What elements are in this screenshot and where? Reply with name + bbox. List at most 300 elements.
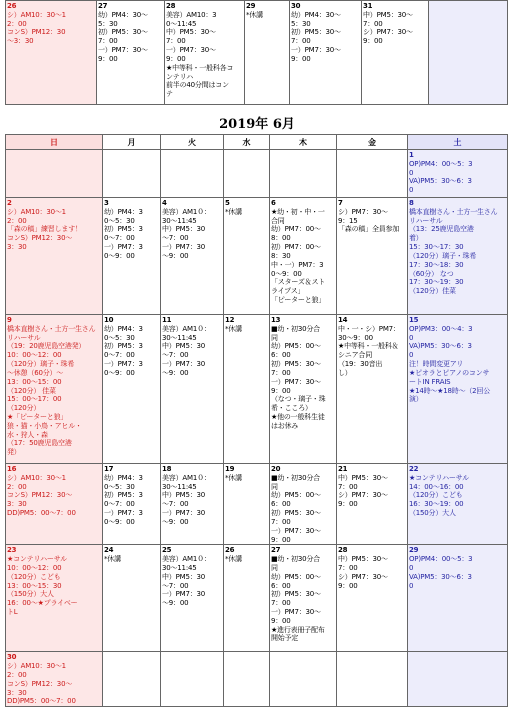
schedule-line: 一）PM7：30〜	[271, 608, 321, 616]
day-cell	[408, 652, 508, 707]
schedule-line: 橋本直樹さん・土方一生さん	[7, 324, 96, 333]
month-title: 2019年 6月	[219, 117, 295, 132]
day-cell	[224, 545, 270, 652]
day-number: 12	[225, 316, 235, 324]
schedule-line: リハーサル	[7, 333, 41, 342]
schedule-line: コンS）PM12：30〜	[7, 491, 73, 500]
schedule-line: 9：15	[338, 216, 358, 225]
schedule-line: 15：00〜17：00	[7, 395, 62, 404]
schedule-line: 一）PM7：3	[104, 360, 143, 369]
schedule-line: し）	[338, 368, 352, 377]
schedule-line: 0〜9：00	[104, 368, 135, 377]
schedule-line: 14：00〜16：00	[409, 482, 464, 491]
schedule-line: 0	[409, 333, 414, 342]
schedule-line: 30〜11:45	[162, 216, 197, 225]
day-cell	[103, 652, 161, 707]
day-number: 21	[338, 465, 348, 473]
schedule-line: 美容）AM1０：	[162, 473, 211, 482]
day-cell	[337, 315, 408, 464]
day-cell	[97, 1, 165, 105]
day-cell	[337, 464, 408, 545]
schedule-line: 15：30〜17：30	[409, 243, 464, 252]
schedule-line: シ）AM10：30〜1	[7, 473, 66, 482]
schedule-line: （120分） 佳菜	[7, 386, 56, 395]
day-cell	[6, 150, 103, 198]
day-number: 9	[7, 316, 12, 324]
day-cell	[6, 652, 103, 707]
schedule-line: 7：00	[271, 599, 291, 608]
day-cell	[161, 652, 224, 707]
schedule-line: シ）PM7：30〜	[338, 207, 388, 216]
schedule-line: 一）PM7：30〜	[271, 526, 321, 535]
schedule-line: 0	[409, 563, 414, 572]
schedule-line: 13：00〜15：00	[7, 377, 62, 386]
schedule-line: *休講	[104, 555, 121, 564]
weekday-header: 火	[161, 135, 224, 150]
schedule-line: シ）AM10：30〜1	[7, 10, 66, 19]
day-number: 11	[162, 316, 172, 324]
schedule-line: 中）PM5：30	[162, 572, 206, 581]
schedule-line: 7：00	[271, 517, 291, 526]
schedule-line: 9：00	[166, 54, 186, 63]
june-calendar-table	[5, 134, 508, 707]
schedule-line: 演）	[409, 395, 423, 404]
schedule-line: 幼）PM4：3	[104, 473, 143, 482]
schedule-line: 初）PM7：00〜	[271, 243, 321, 252]
schedule-line: ★進行表冊子配布	[271, 625, 325, 634]
schedule-line: 初）PM5：30〜	[291, 28, 341, 37]
schedule-line: シ）PM7：30〜	[338, 572, 388, 581]
schedule-line: 0〜5：30	[104, 333, 135, 342]
schedule-line: 〜9：00	[162, 599, 189, 608]
schedule-line: 3：30	[7, 243, 27, 252]
day-number: 27	[98, 2, 108, 10]
day-cell	[161, 150, 224, 198]
day-cell	[161, 315, 224, 464]
weekday-header: 土	[408, 135, 508, 150]
schedule-line: 初）PM5：30〜	[271, 590, 321, 599]
schedule-line: ライプス」	[271, 287, 305, 296]
schedule-line: コンS）PM12：30〜	[7, 234, 73, 243]
schedule-line: 一）PM7：30	[162, 360, 206, 369]
week-row	[6, 1, 508, 105]
day-cell	[161, 464, 224, 545]
schedule-line: 0	[409, 581, 414, 590]
day-number: 29	[409, 546, 419, 555]
schedule-line: リハーサル	[409, 216, 443, 225]
day-number: 22	[409, 465, 419, 473]
day-cell	[408, 198, 508, 315]
schedule-line: *休講	[225, 207, 242, 216]
schedule-line: *休講	[225, 555, 242, 564]
schedule-line: 幼）PM4：3	[104, 207, 143, 216]
schedule-line: 〜休憩（60分）〜	[7, 368, 64, 377]
day-cell	[103, 545, 161, 652]
day-cell	[224, 198, 270, 315]
day-number: 26	[7, 2, 17, 10]
schedule-line: 9：00	[338, 500, 358, 509]
schedule-line: 中）PM5：30	[162, 225, 206, 234]
schedule-line: 0〜11:45	[166, 19, 197, 28]
schedule-line: 中・一・シ）PM7：	[338, 324, 400, 333]
day-number: 20	[271, 465, 281, 473]
day-cell	[408, 315, 508, 464]
day-cell	[337, 198, 408, 315]
weekday-header: 水	[224, 135, 270, 150]
schedule-line: 中）PM5：30〜	[338, 555, 388, 564]
week-row	[6, 150, 508, 198]
schedule-line: シニア合同	[338, 351, 372, 360]
schedule-line: 一）PM7：30〜	[271, 377, 321, 386]
day-number: 28	[338, 546, 348, 555]
schedule-line: ★ピオラとピアノのコンサ	[409, 368, 490, 377]
schedule-line: 初）PM5：30〜	[271, 360, 321, 369]
day-cell	[165, 1, 245, 105]
schedule-line: 中）PM5：30	[162, 491, 206, 500]
schedule-line: 17：30〜19：30	[409, 278, 464, 287]
schedule-line: 「ピーターと狼」	[271, 295, 326, 304]
schedule-line: 〜7：00	[162, 351, 189, 360]
schedule-line: （120分）こども	[409, 491, 463, 500]
day-number: 31	[363, 2, 373, 10]
schedule-line: 美容）AM1０：	[162, 207, 211, 216]
schedule-line: 0〜9：00	[104, 251, 135, 260]
schedule-line: 幼）PM4：3	[104, 324, 143, 333]
schedule-line: 16：00〜★プライベー	[7, 599, 78, 608]
schedule-line: （19：30音出	[338, 360, 383, 369]
schedule-line: （13：25鹿児島空港	[409, 225, 474, 234]
schedule-line: 8：00	[271, 234, 291, 243]
schedule-line: トL	[7, 608, 18, 616]
schedule-line: 3：30	[7, 500, 27, 509]
schedule-line: DD)PM5：00〜7：00	[7, 509, 76, 518]
schedule-line: 9：00	[98, 54, 118, 63]
day-cell	[224, 150, 270, 198]
schedule-line: 10：00〜12：00	[7, 351, 62, 360]
schedule-line: 同	[271, 563, 278, 572]
schedule-line: （なつ・璃子・珠	[271, 395, 326, 404]
schedule-line: 狼・猫・小鳥・アヒル・	[7, 421, 82, 430]
schedule-line: （120分）	[7, 404, 41, 413]
schedule-line: *休講	[225, 324, 242, 333]
schedule-line: 13：00〜15：30	[7, 581, 62, 590]
day-number: 7	[338, 199, 343, 207]
schedule-line: VA)PM5：30〜6：3	[409, 572, 472, 581]
schedule-line: （120分）璃子・珠希	[409, 251, 477, 260]
schedule-line: シ）AM10：30〜1	[7, 662, 66, 671]
schedule-line: ンテリハ	[166, 72, 193, 81]
schedule-line: 一）PM7：30〜	[98, 46, 148, 55]
schedule-line: 中・一）PM7：3	[271, 260, 324, 269]
schedule-line: 7：00	[166, 37, 186, 46]
schedule-line: ★他の一般科生徒	[271, 412, 325, 421]
schedule-line: 幼）PM5：00〜	[271, 342, 321, 351]
schedule-line: 0〜7：00	[104, 234, 135, 243]
schedule-line: 10：00〜12：00	[7, 563, 62, 572]
day-number: 23	[7, 546, 17, 555]
schedule-line: 〜9：00	[162, 517, 189, 526]
day-number: 27	[271, 546, 281, 555]
schedule-line: 0	[409, 168, 414, 177]
schedule-line: 2：00	[7, 19, 27, 28]
day-number: 8	[409, 199, 414, 207]
previous-week-table	[5, 0, 508, 105]
schedule-line: 初）PM5：3	[104, 225, 143, 234]
schedule-line: ■幼・初30分合	[271, 555, 320, 564]
schedule-line: 幼）PM4：30〜	[98, 10, 148, 19]
schedule-line: 注！時間変更アリ	[409, 360, 464, 369]
day-number: 14	[338, 316, 348, 324]
schedule-line: 一）PM7：30	[162, 243, 206, 252]
schedule-line: 2：00	[7, 216, 27, 225]
schedule-line: ■幼・初30分合	[271, 324, 320, 333]
schedule-line: ★中等科・一般科＆	[338, 342, 399, 351]
schedule-line: （120分）璃子・珠希	[7, 360, 75, 369]
schedule-line: 中）PM5：30	[162, 342, 206, 351]
schedule-line: 中）PM5：30〜	[166, 28, 216, 37]
schedule-line: （60分） なつ	[409, 269, 454, 278]
schedule-line: シ）PM7：30〜	[363, 28, 413, 37]
week-row	[6, 198, 508, 315]
day-cell	[224, 315, 270, 464]
schedule-line: 7：00	[98, 37, 118, 46]
schedule-line: OP)PM4：00〜5：3	[409, 555, 473, 564]
schedule-line: 7：00	[338, 482, 358, 491]
day-number: 28	[166, 2, 176, 10]
day-cell	[161, 545, 224, 652]
weekday-header: 月	[103, 135, 161, 150]
day-cell	[270, 464, 337, 545]
schedule-line: 同	[271, 482, 278, 491]
schedule-line: 中）PM5：30〜	[363, 10, 413, 19]
week-row	[6, 464, 508, 545]
schedule-line: 幼）PM7：00〜	[271, 225, 321, 234]
day-cell	[6, 198, 103, 315]
weekday-header-row	[6, 135, 508, 150]
schedule-line: 中）PM5：30〜	[338, 473, 388, 482]
schedule-line: 美容）AM10：3	[166, 10, 217, 19]
week-row	[6, 652, 508, 707]
schedule-line: 0〜9：00	[271, 269, 302, 278]
schedule-line: 0〜5：30	[104, 216, 135, 225]
schedule-line: 16：30〜19：00	[409, 500, 464, 509]
schedule-line: 30〜11:45	[162, 482, 197, 491]
schedule-line: 5：30	[291, 19, 311, 28]
day-cell	[103, 198, 161, 315]
day-number: 1	[409, 151, 414, 159]
day-cell	[408, 150, 508, 198]
schedule-line: 「森の稿」練習します！	[7, 225, 82, 234]
schedule-line: VA)PM5：30〜6：3	[409, 177, 472, 186]
schedule-line: OP)PM4：00〜5：3	[409, 159, 473, 168]
schedule-line: 美容）AM1０：	[162, 555, 211, 564]
day-cell	[103, 150, 161, 198]
schedule-line: 開始予定	[271, 634, 299, 643]
day-cell	[161, 198, 224, 315]
schedule-line: コンS）PM12：30	[7, 28, 66, 37]
schedule-line: 7：00	[338, 563, 358, 572]
schedule-line: ★中等科・一般科各コ	[166, 63, 234, 72]
schedule-line: 8：30	[271, 251, 291, 260]
schedule-line: 9：00	[271, 386, 291, 395]
schedule-line: 6：00	[271, 351, 291, 360]
schedule-line: 0〜5：30	[104, 482, 135, 491]
schedule-line: 6：00	[271, 581, 291, 590]
schedule-line: 6：00	[271, 500, 291, 509]
schedule-line: シ）PM7：30〜	[338, 491, 388, 500]
schedule-line: （19：20鹿児島空港発）	[7, 342, 86, 351]
schedule-line: 橋本直樹さん・土方一生さん	[409, 207, 498, 216]
day-cell	[103, 315, 161, 464]
week-row	[6, 545, 508, 652]
day-number: 4	[162, 199, 167, 207]
schedule-line: はお休み	[271, 421, 299, 430]
day-number: 13	[271, 316, 281, 324]
schedule-line: ートIN FRAIS	[409, 377, 451, 386]
schedule-line: 一）PM7：3	[104, 509, 143, 518]
day-number: 24	[104, 546, 114, 555]
schedule-line: 9：00	[271, 535, 291, 544]
schedule-line: 発）	[7, 448, 21, 457]
schedule-line: 9：00	[271, 616, 291, 625]
schedule-line: 〜7：00	[162, 581, 189, 590]
day-cell	[6, 464, 103, 545]
schedule-line: 一）PM7：30	[162, 509, 206, 518]
day-cell	[337, 545, 408, 652]
schedule-line: 着）	[409, 234, 423, 243]
schedule-line: 5：30	[98, 19, 118, 28]
schedule-line: *休講	[225, 473, 242, 482]
day-cell	[6, 315, 103, 464]
day-number: 25	[162, 546, 172, 555]
weekday-header: 金	[337, 135, 408, 150]
day-cell	[337, 150, 408, 198]
day-cell	[224, 652, 270, 707]
day-number: 10	[104, 316, 114, 324]
day-number: 30	[291, 2, 301, 10]
schedule-line: （150分）大人	[7, 590, 54, 599]
schedule-line: ★コンテリハーサル	[409, 473, 469, 482]
day-cell	[270, 315, 337, 464]
schedule-line: 「森の稿」全員参加	[338, 225, 400, 234]
schedule-line: OP)PM3：00〜4：3	[409, 324, 473, 333]
schedule-line: テ	[166, 90, 173, 99]
weekday-header: 日	[6, 135, 103, 150]
schedule-line: 0〜7：00	[104, 500, 135, 509]
day-number: 15	[409, 316, 419, 324]
day-number: 30	[7, 653, 17, 662]
day-cell	[103, 464, 161, 545]
schedule-line: 2：00	[7, 482, 27, 491]
day-cell	[6, 545, 103, 652]
day-number: 5	[225, 199, 230, 207]
schedule-line: 「スターズ＆スト	[271, 278, 326, 287]
day-cell	[362, 1, 429, 105]
schedule-line: 幼）PM4：30〜	[291, 10, 341, 19]
schedule-line: 0	[409, 351, 414, 360]
weekday-header: 木	[270, 135, 337, 150]
schedule-line: 一）PM7：3	[104, 243, 143, 252]
schedule-line: 〜7：00	[162, 234, 189, 243]
schedule-line: 9：00	[338, 581, 358, 590]
schedule-line: 〜9：00	[162, 251, 189, 260]
day-cell	[270, 652, 337, 707]
schedule-line: 合同	[271, 216, 285, 225]
schedule-line: （120分）佳菜	[409, 287, 456, 296]
schedule-line: 同	[271, 333, 278, 342]
schedule-line: 30〜11:45	[162, 563, 197, 572]
day-number: 17	[104, 465, 114, 473]
schedule-line: 初）PM5：30〜	[98, 28, 148, 37]
schedule-line: コンS）PM12：30〜	[7, 679, 73, 688]
schedule-line: ★幼・初・中・一	[271, 207, 325, 216]
schedule-line: 一）PM7：30〜	[291, 46, 341, 55]
schedule-line: 〜7：00	[162, 500, 189, 509]
schedule-line: 一）PM7：30〜	[166, 46, 216, 55]
day-cell	[408, 545, 508, 652]
schedule-line: 17：30〜18：30	[409, 260, 464, 269]
day-number: 3	[104, 199, 109, 207]
schedule-line: （120分）こども	[7, 572, 61, 581]
schedule-line: 初）PM5：30〜	[271, 509, 321, 518]
day-cell	[224, 464, 270, 545]
schedule-line: 0〜9：00	[104, 517, 135, 526]
schedule-line: 30〜11:45	[162, 333, 197, 342]
schedule-line: ★14時〜★18時〜（2回公	[409, 386, 491, 395]
schedule-line: ★「ピーターと狼」	[7, 412, 68, 421]
day-cell	[6, 1, 97, 105]
schedule-line: 7：00	[291, 37, 311, 46]
day-cell	[270, 545, 337, 652]
schedule-line: 希・こころ）	[271, 404, 312, 413]
day-cell	[429, 1, 508, 105]
day-number: 6	[271, 199, 276, 207]
schedule-line: 30〜9：00	[338, 333, 373, 342]
schedule-line: 水・狩人・森	[7, 430, 48, 439]
schedule-line: 9：00	[363, 37, 383, 46]
schedule-line: DD)PM5：00〜7：00	[7, 697, 76, 706]
schedule-line: 9：00	[291, 54, 311, 63]
day-number: 29	[246, 2, 256, 10]
schedule-line: 初）PM5：3	[104, 342, 143, 351]
schedule-line: VA)PM5：30〜6：3	[409, 342, 472, 351]
day-cell	[270, 198, 337, 315]
day-number: 19	[225, 465, 235, 473]
week-row	[6, 315, 508, 464]
schedule-line: 〜9：00	[162, 368, 189, 377]
schedule-line: ★コンテリハーサル	[7, 555, 67, 564]
day-cell	[290, 1, 362, 105]
day-cell	[270, 150, 337, 198]
schedule-line: 幼）PM5：00〜	[271, 572, 321, 581]
day-cell	[337, 652, 408, 707]
schedule-line: 7：00	[363, 19, 383, 28]
schedule-line: 初）PM5：3	[104, 491, 143, 500]
schedule-line: 2：00	[7, 670, 27, 679]
schedule-line: （150分）大人	[409, 509, 456, 518]
schedule-line: 幼）PM5：00〜	[271, 491, 321, 500]
day-number: 16	[7, 465, 17, 473]
schedule-line: （17：50鹿児島空港	[7, 439, 72, 448]
day-cell	[245, 1, 290, 105]
day-number: 18	[162, 465, 172, 473]
schedule-line: *休講	[246, 10, 263, 19]
schedule-line: 一）PM7：30	[162, 590, 206, 599]
schedule-line: シ）AM10：30〜1	[7, 207, 66, 216]
day-number: 26	[225, 546, 235, 555]
schedule-line: 0〜7：00	[104, 351, 135, 360]
schedule-line: 0	[409, 186, 414, 195]
